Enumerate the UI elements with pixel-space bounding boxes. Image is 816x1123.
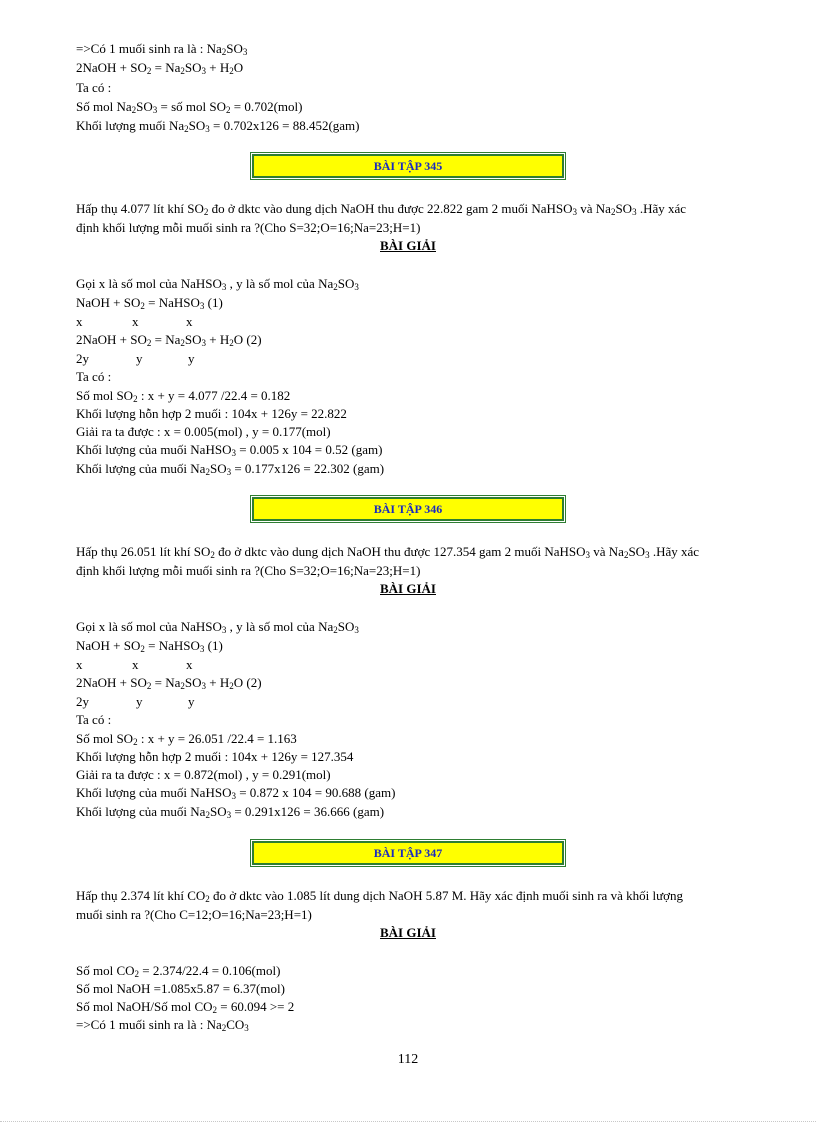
exercise-347-banner: BÀI TẬP 347 [252, 841, 564, 865]
ex345-reaction-2: 2NaOH + $SO_2 = Na_2SO_3 + H_2O$ (2) [76, 332, 262, 348]
ex346-reaction-2: 2NaOH + $SO_2 = Na_2SO_3 + H_2O$ (2) [76, 675, 262, 691]
ex346-let-line: Gọi x là số mol của NaHSO$_3$ , y là số mol của $Na_2SO_3$ [76, 619, 359, 635]
ex346-solution-heading: BÀI GIẢI [380, 581, 436, 596]
ex345-solution-heading: BÀI GIẢI [380, 238, 436, 253]
ex345-step-5: Khối lượng của muối $Na_2SO_3 = 0.177x126 = 22.302$ (gam) [76, 461, 385, 477]
ex345-step-3: Giải ra ta được : x = 0.005(mol) , y = 0.177(mol) [76, 424, 331, 439]
exercise-346-banner: BÀI TẬP 346 [252, 497, 564, 521]
document-page: =>Có 1 muối sinh ra là : $Na_2SO_3$ 2NaOH + $SO_2 = Na_2SO_3 + H_2O$ Ta có : Số mol $Na_2SO_3$ = số mol $SO_2 = 0.702(mol)$ Khối lượng muối $Na_2SO_3 = 0.702x126 = 88.452(gam)$ BÀI TẬP 345 Hấp thụ 4.077 lít khí $SO_2$ đo ở dktc vào dung dịch NaOH thu được 22.822 gam 2 muối NaHSO$_3$ và $Na_2SO_3$ .Hãy xác định khối lượng mỗi muối sinh ra ?(Cho S=32;O=16;Na=23;H=1) BÀI GIẢI Gọi x là số mol của NaHSO$_3$ , y là số mol của $Na_2SO_3$ NaOH + $SO_2$ = NaHSO$_3$ (1) x x x 2NaOH + $SO_2 = Na_2SO_3 + H_2O$ (2) 2y y y Ta có : Số mol $SO_2$ : x + y = 4.077 /22.4 = 0.182 Khối lượng hỗn hợp 2 muối : 104x + 126y = 22.822 Giải ra ta được : x = 0.005(mol) , y = 0.177(mol) Khối lượng của muối NaHSO$_3$ = 0.005 x 104 = 0.52 (gam) Khối lượng của muối $Na_2SO_3 = 0.177x126 = 22.302$ (gam) BÀI TẬP 346 Hấp thụ 26.051 lít khí $SO_2$ đo ở dktc vào dung dịch NaOH thu được 127.354 gam 2 muối NaHSO$_3$ và $Na_2SO_3$ .Hãy xác định khối lượng mỗi muối sinh ra ?(Cho S=32;O=16;Na=23;H=1) BÀI GIẢI Gọi x là số mol của NaHSO$_3$ , y là số mol của $Na_2SO_3$ NaOH + $SO_2$ = NaHSO$_3$ (1) x x x 2NaOH + $SO_2 = Na_2SO_3 + H_2O$ (2) 2y y y Ta có : Số mol $SO_2$ : x + y = 26.051 /22.4 = 1.163 Khối lượng hỗn hợp 2 muối : 104x + 126y = 127.354 Giải ra ta được : x = 0.872(mol) , y = 0.291(mol) Khối lượng của muối NaHSO$_3$ = 0.872 x 104 = 90.688 (gam) Khối lượng của muối $Na_2SO_3 = 0.291x126 = 36.666$ (gam) BÀI TẬP 347 Hấp thụ 2.374 lít khí $CO_2$ đo ở dktc vào 1.085 lít dung dịch NaOH 5.87 M. Hãy xác định muối sinh ra và khối lượng muối sinh ra ?(Cho C=12;O=16;Na=23;H=1) BÀI GIẢI Số mol $CO_2 = 2.374/22.4 = 0.106(mol)$ Số mol NaOH =1.085x5.87 = 6.37(mol) Số mol NaOH/Số mol $CO_2 = 60.094 >= 2$ =>Có 1 muối sinh ra là : $Na_2CO_3$ 112 [0, 0, 816, 1123]
ex345-reaction-1: NaOH + $SO_2$ = NaHSO$_3$ (1) [76, 295, 223, 311]
ex345-problem-line-2: định khối lượng mỗi muối sinh ra ?(Cho S=32;O=16;Na=23;H=1) [76, 220, 421, 235]
ex345-taco: Ta có : [76, 369, 112, 384]
ex345-step-1: Số mol $SO_2$ : x + y = 4.077 /22.4 = 0.182 [76, 388, 291, 404]
mass-line: Khối lượng muối $Na_2SO_3 = 0.702x126 = 88.452(gam)$ [76, 118, 360, 134]
ex347-step-1: Số mol $CO_2 = 2.374/22.4 = 0.106(mol)$ [76, 963, 281, 979]
ex346-reaction-1: NaOH + $SO_2$ = NaHSO$_3$ (1) [76, 638, 223, 654]
conclusion-line: =>Có 1 muối sinh ra là : $Na_2SO_3$ [76, 41, 248, 57]
ex346-step-5: Khối lượng của muối $Na_2SO_3 = 0.291x126 = 36.666$ (gam) [76, 804, 385, 820]
ex347-problem-line-1: Hấp thụ 2.374 lít khí $CO_2$ đo ở dktc vào 1.085 lít dung dịch NaOH 5.87 M. Hãy xác định muối sinh ra và khối lượng [76, 888, 683, 904]
ex347-step-4: =>Có 1 muối sinh ra là : $Na_2CO_3$ [76, 1017, 249, 1033]
mol-line: Số mol $Na_2SO_3$ = số mol $SO_2 = 0.702(mol)$ [76, 99, 303, 115]
ex345-let-line: Gọi x là số mol của NaHSO$_3$ , y là số mol của $Na_2SO_3$ [76, 276, 359, 292]
equation-line: 2NaOH + $SO_2 = Na_2SO_3 + H_2O$ [76, 60, 244, 76]
ex345-step-2: Khối lượng hỗn hợp 2 muối : 104x + 126y = 22.822 [76, 406, 347, 421]
ex345-step-4: Khối lượng của muối NaHSO$_3$ = 0.005 x 104 = 0.52 (gam) [76, 442, 383, 458]
exercise-345-banner: BÀI TẬP 345 [252, 154, 564, 178]
ex346-taco: Ta có : [76, 712, 112, 727]
ex345-problem-line-1: Hấp thụ 4.077 lít khí $SO_2$ đo ở dktc vào dung dịch NaOH thu được 22.822 gam 2 muối NaHSO$_3$ và $Na_2SO_3$ .Hãy xác [76, 201, 687, 217]
ex346-step-2: Khối lượng hỗn hợp 2 muối : 104x + 126y = 127.354 [76, 749, 354, 764]
page-bottom-divider [0, 1121, 816, 1122]
ex347-problem-line-2: muối sinh ra ?(Cho C=12;O=16;Na=23;H=1) [76, 907, 312, 922]
ex346-step-1: Số mol $SO_2$ : x + y = 26.051 /22.4 = 1.163 [76, 731, 297, 747]
ex346-step-4: Khối lượng của muối NaHSO$_3$ = 0.872 x 104 = 90.688 (gam) [76, 785, 396, 801]
ex346-problem-line-1: Hấp thụ 26.051 lít khí $SO_2$ đo ở dktc vào dung dịch NaOH thu được 127.354 gam 2 muối NaHSO$_3$ và $Na_2SO_3$ .Hãy xác [76, 544, 700, 560]
ex346-problem-line-2: định khối lượng mỗi muối sinh ra ?(Cho S=32;O=16;Na=23;H=1) [76, 563, 421, 578]
ex347-solution-heading: BÀI GIẢI [380, 925, 436, 940]
ex346-step-3: Giải ra ta được : x = 0.872(mol) , y = 0.291(mol) [76, 767, 331, 782]
ex347-step-3: Số mol NaOH/Số mol $CO_2 = 60.094 >= 2$ [76, 999, 295, 1015]
ex347-step-2: Số mol NaOH =1.085x5.87 = 6.37(mol) [76, 981, 285, 996]
page-number: 112 [397, 1052, 419, 1067]
taco-line: Ta có : [76, 80, 112, 95]
